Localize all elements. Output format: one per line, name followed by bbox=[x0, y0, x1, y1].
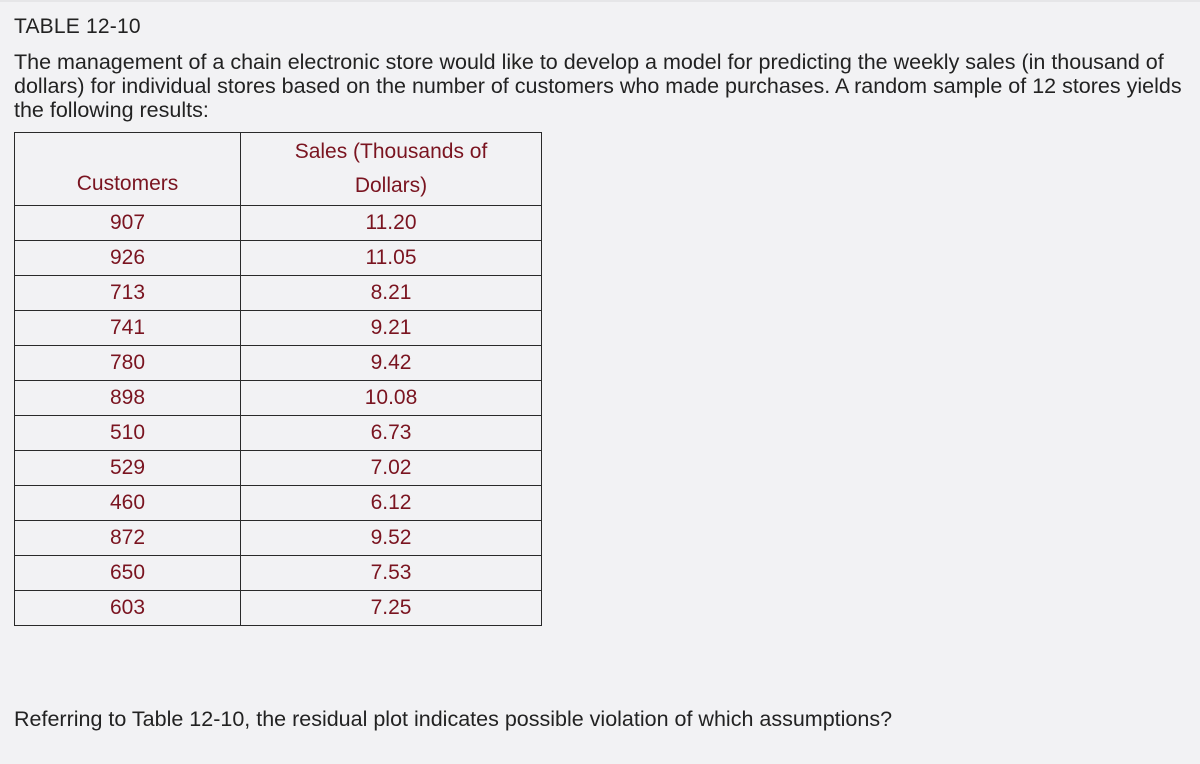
sales-cell: 11.05 bbox=[241, 241, 542, 276]
data-table bbox=[14, 132, 542, 626]
table-row bbox=[15, 276, 542, 311]
sales-cell: 9.42 bbox=[241, 346, 542, 381]
table-label: TABLE 12-10 bbox=[14, 15, 141, 38]
column-header-sales-line1: Sales (Thousands of bbox=[294, 140, 488, 163]
customers-cell: 650 bbox=[15, 556, 241, 591]
sales-cell: 7.25 bbox=[241, 591, 542, 626]
question-text: Referring to Table 12-10, the residual plot indicates possible violation of which assumptions? bbox=[14, 707, 893, 731]
sales-cell: 9.52 bbox=[241, 521, 542, 556]
sales-cell: 7.53 bbox=[241, 556, 542, 591]
sales-cell: 10.08 bbox=[241, 381, 542, 416]
table-header-row bbox=[15, 133, 542, 206]
table-body bbox=[15, 206, 542, 626]
customers-cell: 510 bbox=[15, 416, 241, 451]
customers-cell: 529 bbox=[15, 451, 241, 486]
customers-cell: 907 bbox=[15, 206, 241, 241]
customers-cell: 898 bbox=[15, 381, 241, 416]
table-row bbox=[15, 381, 542, 416]
column-header-customers: Customers bbox=[15, 133, 241, 206]
column-header-sales-line2: Dollars) bbox=[354, 174, 428, 197]
customers-cell: 713 bbox=[15, 276, 241, 311]
table-row bbox=[15, 311, 542, 346]
table-row bbox=[15, 346, 542, 381]
customers-cell: 780 bbox=[15, 346, 241, 381]
customers-cell: 603 bbox=[15, 591, 241, 626]
table-row bbox=[15, 556, 542, 591]
customers-cell: 460 bbox=[15, 486, 241, 521]
sales-cell: 11.20 bbox=[241, 206, 542, 241]
table-row bbox=[15, 451, 542, 486]
sales-cell: 6.12 bbox=[241, 486, 542, 521]
column-header-sales bbox=[241, 133, 542, 206]
table-row bbox=[15, 521, 542, 556]
table-row bbox=[15, 591, 542, 626]
customers-cell: 926 bbox=[15, 241, 241, 276]
customers-cell: 872 bbox=[15, 521, 241, 556]
table-row bbox=[15, 416, 542, 451]
top-divider bbox=[0, 0, 1200, 2]
sales-cell: 6.73 bbox=[241, 416, 542, 451]
sales-cell: 9.21 bbox=[241, 311, 542, 346]
problem-description: The management of a chain electronic store would like to develop a model for predicting the weekly sales (in thousand of dollars) for individual stores based on the number of customers who made purchases. A random sample of 12 stores yields the following results: bbox=[14, 50, 1182, 122]
sales-cell: 7.02 bbox=[241, 451, 542, 486]
sales-cell: 8.21 bbox=[241, 276, 542, 311]
customers-cell: 741 bbox=[15, 311, 241, 346]
table-row bbox=[15, 241, 542, 276]
table-row bbox=[15, 486, 542, 521]
table-row bbox=[15, 206, 542, 241]
